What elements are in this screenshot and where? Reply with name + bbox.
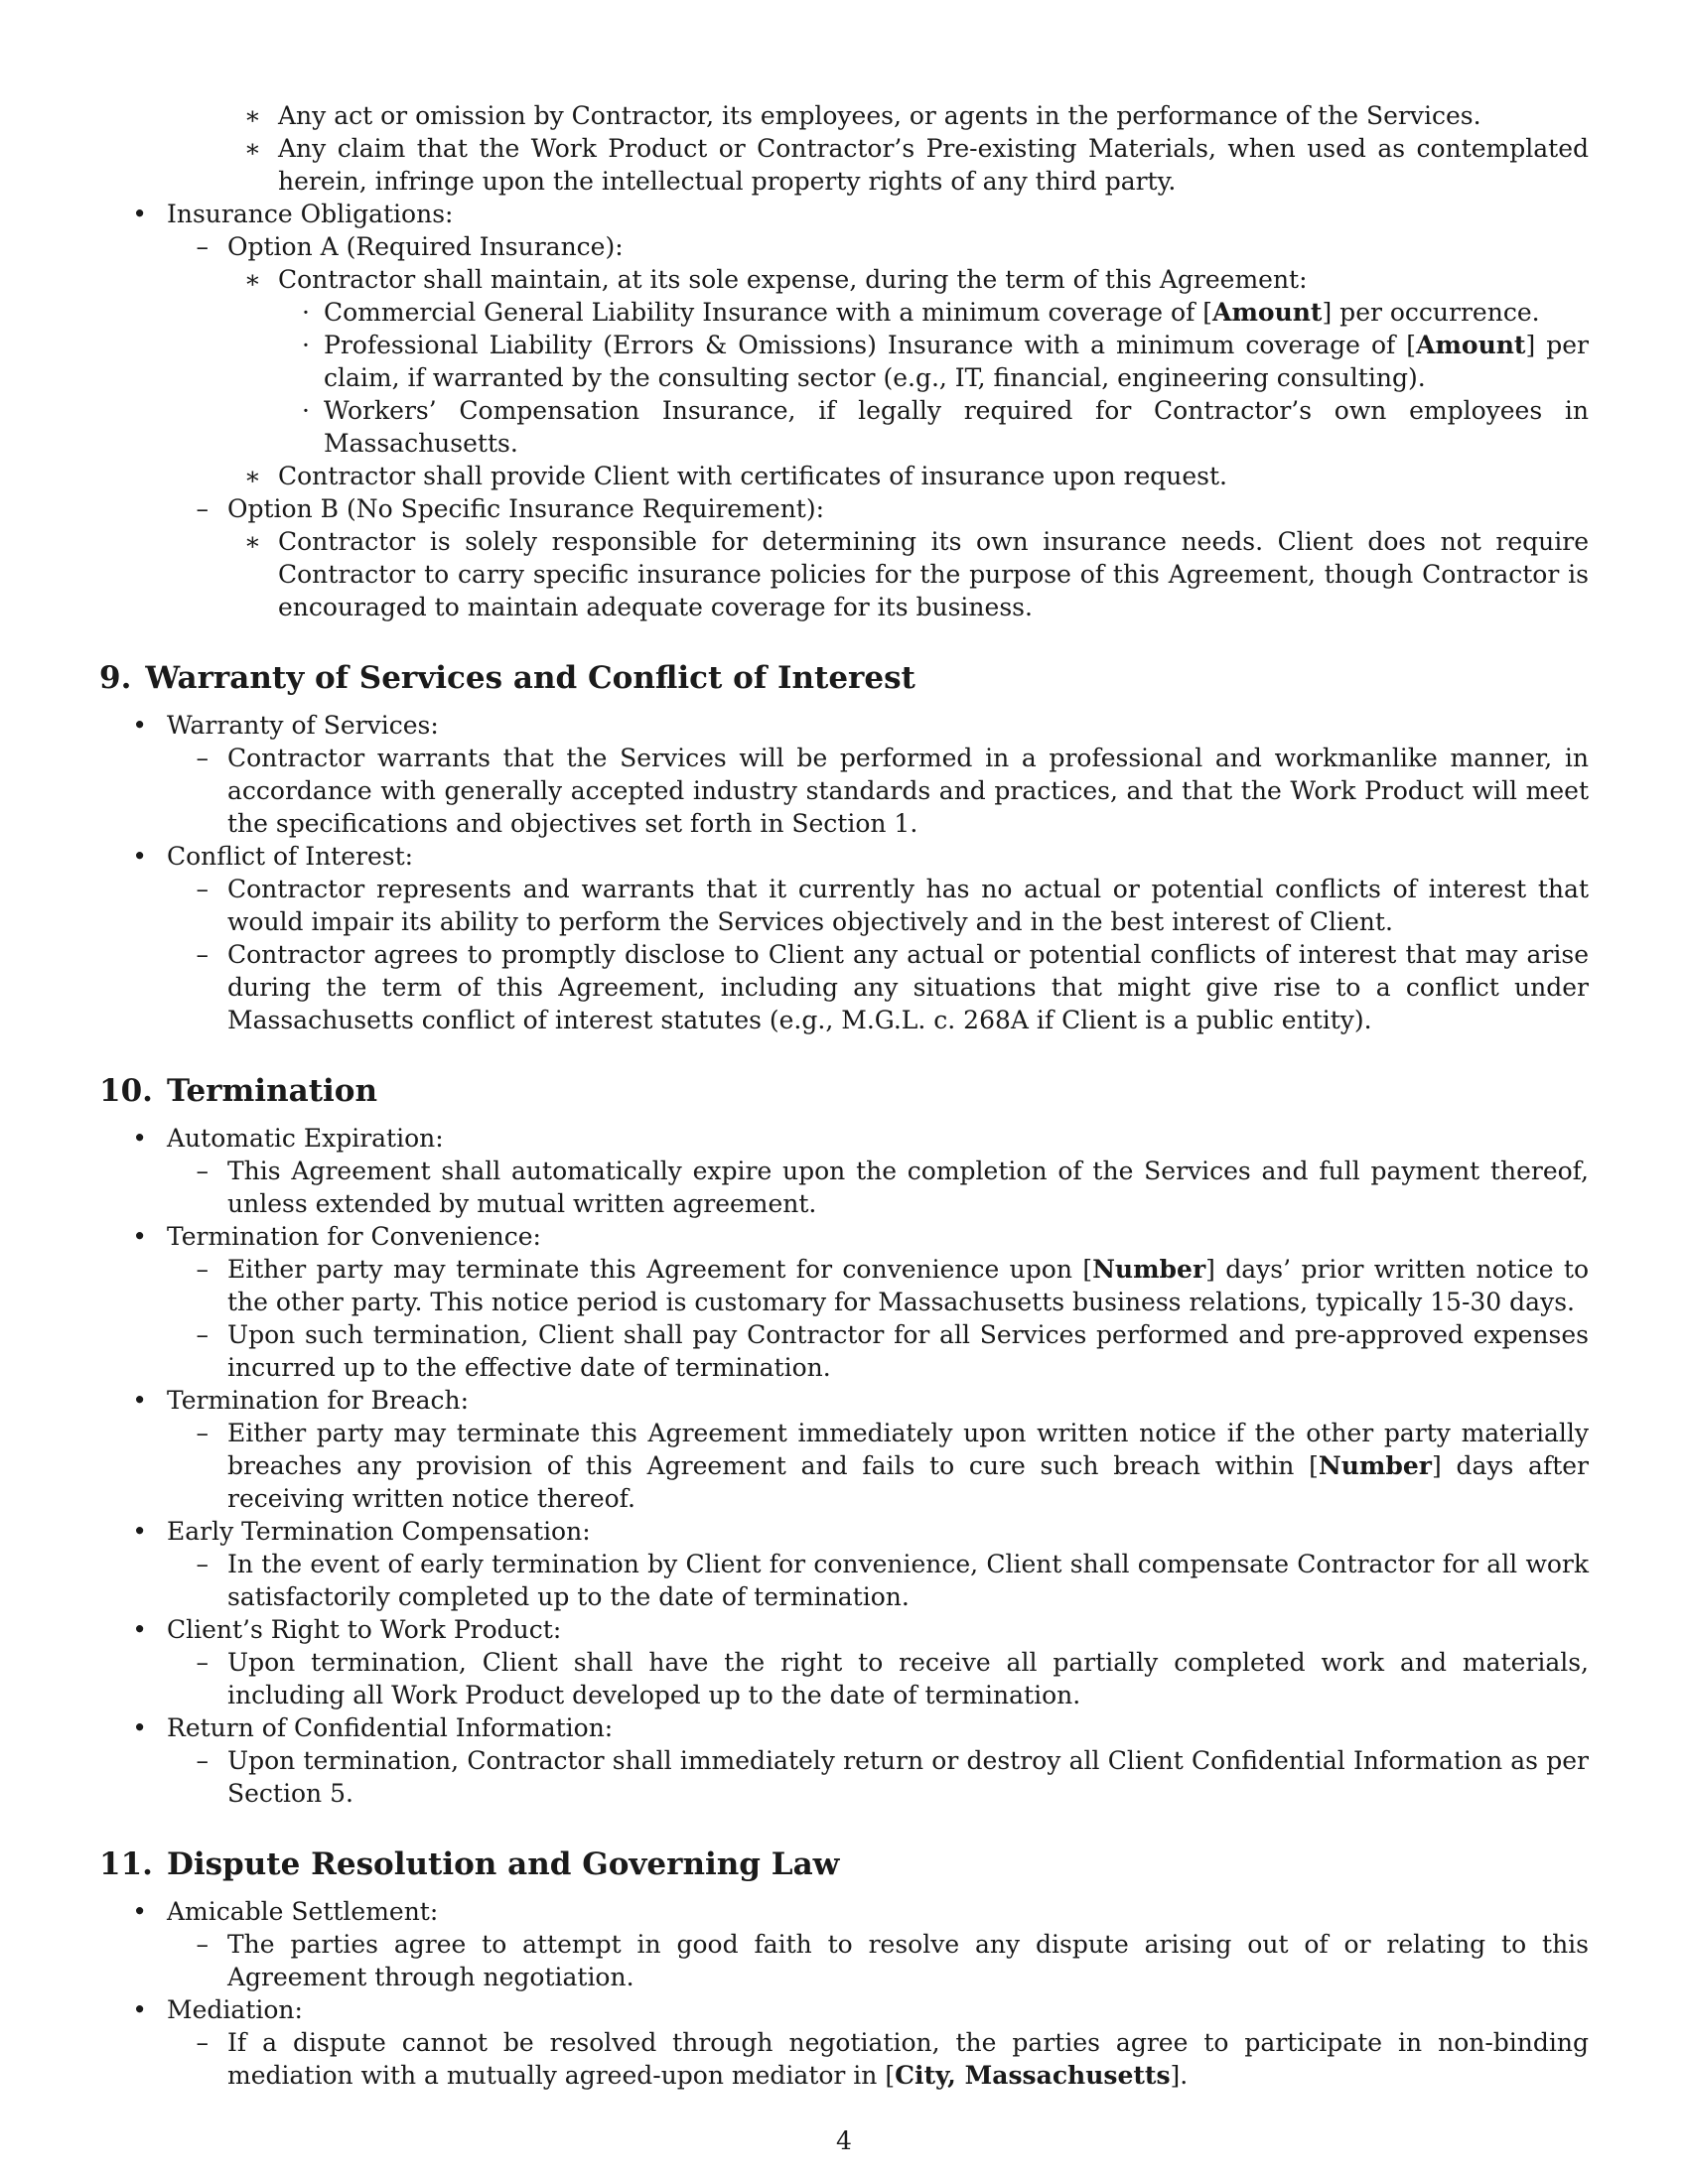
- list-text: Commercial General Liability Insurance with a minimum coverage of [Amount] per occurrence.: [324, 298, 1540, 327]
- list-item: [99, 1384, 1589, 1515]
- list-item: [99, 1711, 1589, 1810]
- list-item: [227, 132, 1589, 198]
- list-item: [99, 198, 1589, 623]
- dash-marker: –: [196, 1255, 209, 1284]
- list-text: Contractor agrees to promptly disclose to Client any actual or potential conflicts of interest that may arise during the term of this Agreement, including any situations that might give rise to a conflict under Massachusetts conflict of interest statutes (e.g., M.G.L. c. 268A if Client is a public entity).: [227, 940, 1589, 1034]
- list-text: Amicable Settlement:: [167, 1897, 439, 1926]
- sublist: [278, 296, 1589, 460]
- list-text: Any act or omission by Contractor, its employees, or agents in the performance of the Services.: [278, 101, 1481, 130]
- sublist: [167, 1744, 1589, 1810]
- bullet-marker: •: [132, 1386, 147, 1415]
- sublist: [167, 1155, 1589, 1220]
- list-item: [167, 99, 1589, 198]
- list-text: If a dispute cannot be resolved through negotiation, the parties agree to participate in non-binding mediation with a mutually agreed-upon mediator in [City, Massachusetts].: [227, 2028, 1589, 2090]
- list-text: Any claim that the Work Product or Contractor’s Pre-existing Materials, when used as contemplated herein, infringe upon the intellectual property rights of any third party.: [278, 134, 1589, 196]
- dash-marker: –: [196, 1930, 209, 1959]
- dash-marker: –: [196, 2028, 209, 2057]
- section-10-heading: 10. Termination: [99, 1073, 378, 1109]
- dot-marker: ·: [302, 298, 310, 327]
- asterisk-marker: ∗: [244, 101, 261, 130]
- dash-marker: –: [196, 1550, 209, 1578]
- section-9-list: [99, 709, 1589, 1036]
- placeholder-field: City, Massachusetts: [895, 2061, 1171, 2090]
- list-item: [278, 394, 1589, 460]
- list-item: [167, 1318, 1589, 1384]
- page-content: [99, 99, 1589, 2092]
- list-item: [99, 1613, 1589, 1711]
- dot-marker: ·: [302, 396, 310, 425]
- list-text: Upon such termination, Client shall pay Contractor for all Services performed and pre-approved expenses incurred up to the effective date of termination.: [227, 1320, 1589, 1382]
- dash-marker: –: [196, 1746, 209, 1775]
- list-text: Professional Liability (Errors & Omissions) Insurance with a minimum coverage of [Amount] per claim, if warranted by the consulting sector (e.g., IT, financial, engineering consulting).: [324, 331, 1589, 392]
- sublist: [167, 1646, 1589, 1711]
- placeholder-field: Number: [1092, 1255, 1206, 1284]
- dash-marker: –: [196, 1320, 209, 1349]
- dash-marker: –: [196, 494, 209, 523]
- dash-marker: –: [196, 875, 209, 903]
- section-11-list: [99, 1895, 1589, 2092]
- list-text: Either party may terminate this Agreement immediately upon written notice if the other party materially breaches any provision of this Agreement and fails to cure such breach within [Number] days after receiving written notice thereof.: [227, 1419, 1590, 1513]
- list-item: [167, 938, 1589, 1036]
- bullet-marker: •: [132, 1517, 147, 1546]
- sublist: [227, 263, 1589, 492]
- list-text: The parties agree to attempt in good faith to resolve any dispute arising out of or relating to this Agreement through negotiation.: [227, 1930, 1589, 1991]
- list-item: [99, 840, 1589, 1036]
- list-item: [167, 1646, 1589, 1711]
- asterisk-marker: ∗: [244, 527, 261, 556]
- indemnity-continuation-list: [167, 99, 1589, 198]
- bullet-marker: •: [132, 711, 147, 740]
- sublist: [167, 1548, 1589, 1613]
- asterisk-marker: ∗: [244, 265, 261, 294]
- list-text: Either party may terminate this Agreement for convenience upon [Number] days’ prior written notice to the other party. This notice period is customary for Massachusetts business relations, typically 15-30 days.: [227, 1255, 1589, 1316]
- sublist: [167, 2026, 1589, 2092]
- list-text: Early Termination Compensation:: [167, 1517, 591, 1546]
- sublist: [167, 742, 1589, 840]
- list-item: [227, 99, 1589, 132]
- dash-marker: –: [196, 1648, 209, 1677]
- list-item: [278, 296, 1589, 329]
- sublist: [167, 1417, 1589, 1515]
- sublist: [227, 99, 1589, 198]
- list-text: Warranty of Services:: [167, 711, 439, 740]
- sublist: [227, 525, 1589, 623]
- sublist: [167, 1253, 1589, 1384]
- list-item: [227, 460, 1589, 492]
- bullet-marker: •: [132, 1995, 147, 2024]
- list-text: Contractor warrants that the Services will be performed in a professional and workmanlike manner, in accordance with generally accepted industry standards and practices, and that the Work Product will meet the specifications and objectives set forth in Section 1.: [227, 744, 1589, 838]
- bullet-marker: •: [132, 1897, 147, 1926]
- list-text: Conflict of Interest:: [167, 842, 414, 871]
- list-text: Upon termination, Client shall have the right to receive all partially completed work and materials, including all Work Product developed up to the date of termination.: [227, 1648, 1589, 1709]
- list-text: Automatic Expiration:: [167, 1124, 444, 1153]
- sublist: [167, 230, 1589, 623]
- list-text: Client’s Right to Work Product:: [167, 1615, 562, 1644]
- bullet-marker: •: [132, 842, 147, 871]
- list-item: [167, 1744, 1589, 1810]
- dash-marker: –: [196, 1157, 209, 1185]
- sublist: [167, 99, 1589, 198]
- dash-marker: –: [196, 940, 209, 969]
- bullet-marker: •: [132, 1124, 147, 1153]
- list-item: [99, 1515, 1589, 1613]
- list-text: Contractor represents and warrants that it currently has no actual or potential conflicts of interest that would impair its ability to perform the Services objectively and in the best interest of Client.: [227, 875, 1589, 936]
- dash-marker: –: [196, 744, 209, 772]
- bullet-marker: •: [132, 1713, 147, 1742]
- list-text: Contractor is solely responsible for determining its own insurance needs. Client does not require Contractor to carry specific insurance policies for the purpose of this Agreement, though Contractor is encouraged to maintain adequate coverage for its business.: [278, 527, 1589, 621]
- list-text: Mediation:: [167, 1995, 303, 2024]
- list-item: [278, 329, 1589, 394]
- list-text: Contractor shall provide Client with certificates of insurance upon request.: [278, 462, 1227, 490]
- list-item: [227, 263, 1589, 460]
- placeholder-field: Amount: [1212, 298, 1323, 327]
- placeholder-field: Amount: [1416, 331, 1526, 359]
- list-item: [167, 742, 1589, 840]
- list-item: [99, 1220, 1589, 1384]
- list-item: [167, 1548, 1589, 1613]
- list-item: [167, 1928, 1589, 1993]
- bullet-marker: •: [132, 1222, 147, 1251]
- list-item: [167, 873, 1589, 938]
- list-item: [167, 2026, 1589, 2092]
- list-text: Return of Confidential Information:: [167, 1713, 614, 1742]
- list-text: Termination for Breach:: [167, 1386, 470, 1415]
- list-item: [167, 1253, 1589, 1318]
- dash-marker: –: [196, 232, 209, 261]
- list-text: Option A (Required Insurance):: [227, 232, 624, 261]
- list-item: [99, 1895, 1589, 1993]
- list-text: Upon termination, Contractor shall immediately return or destroy all Client Confidential Information as per Section 5.: [227, 1746, 1589, 1808]
- list-item: [227, 525, 1589, 623]
- dash-marker: –: [196, 1419, 209, 1447]
- bullet-marker: •: [132, 200, 147, 228]
- list-item: [167, 99, 1589, 198]
- insurance-list: [99, 198, 1589, 623]
- list-item: [99, 709, 1589, 840]
- sublist: [167, 1928, 1589, 1993]
- bullet-marker: •: [132, 1615, 147, 1644]
- list-item: [167, 1155, 1589, 1220]
- asterisk-marker: ∗: [244, 462, 261, 490]
- list-text: This Agreement shall automatically expire upon the completion of the Services and full payment thereof, unless extended by mutual written agreement.: [227, 1157, 1589, 1218]
- section-10-list: [99, 1122, 1589, 1810]
- dot-marker: ·: [302, 331, 310, 359]
- list-item: [167, 230, 1589, 492]
- list-text: Workers’ Compensation Insurance, if legally required for Contractor’s own employees in Massachusetts.: [324, 396, 1589, 458]
- section-9-heading: 9. Warranty of Services and Conflict of Interest: [99, 660, 915, 696]
- page-number: 4: [836, 2126, 852, 2155]
- list-text: Termination for Convenience:: [167, 1222, 541, 1251]
- list-item: [167, 1417, 1589, 1515]
- list-text: In the event of early termination by Client for convenience, Client shall compensate Contractor for all work satisfactorily completed up to the date of termination.: [227, 1550, 1589, 1611]
- list-item: [167, 492, 1589, 623]
- list-text: Contractor shall maintain, at its sole expense, during the term of this Agreement:: [278, 265, 1308, 294]
- asterisk-marker: ∗: [244, 134, 261, 163]
- list-item: [99, 1122, 1589, 1220]
- list-text: Option B (No Specific Insurance Requirement):: [227, 494, 825, 523]
- list-item: [99, 1993, 1589, 2092]
- sublist: [167, 873, 1589, 1036]
- section-11-heading: 11. Dispute Resolution and Governing Law: [99, 1846, 840, 1882]
- placeholder-field: Number: [1318, 1451, 1432, 1480]
- list-text: Insurance Obligations:: [167, 200, 454, 228]
